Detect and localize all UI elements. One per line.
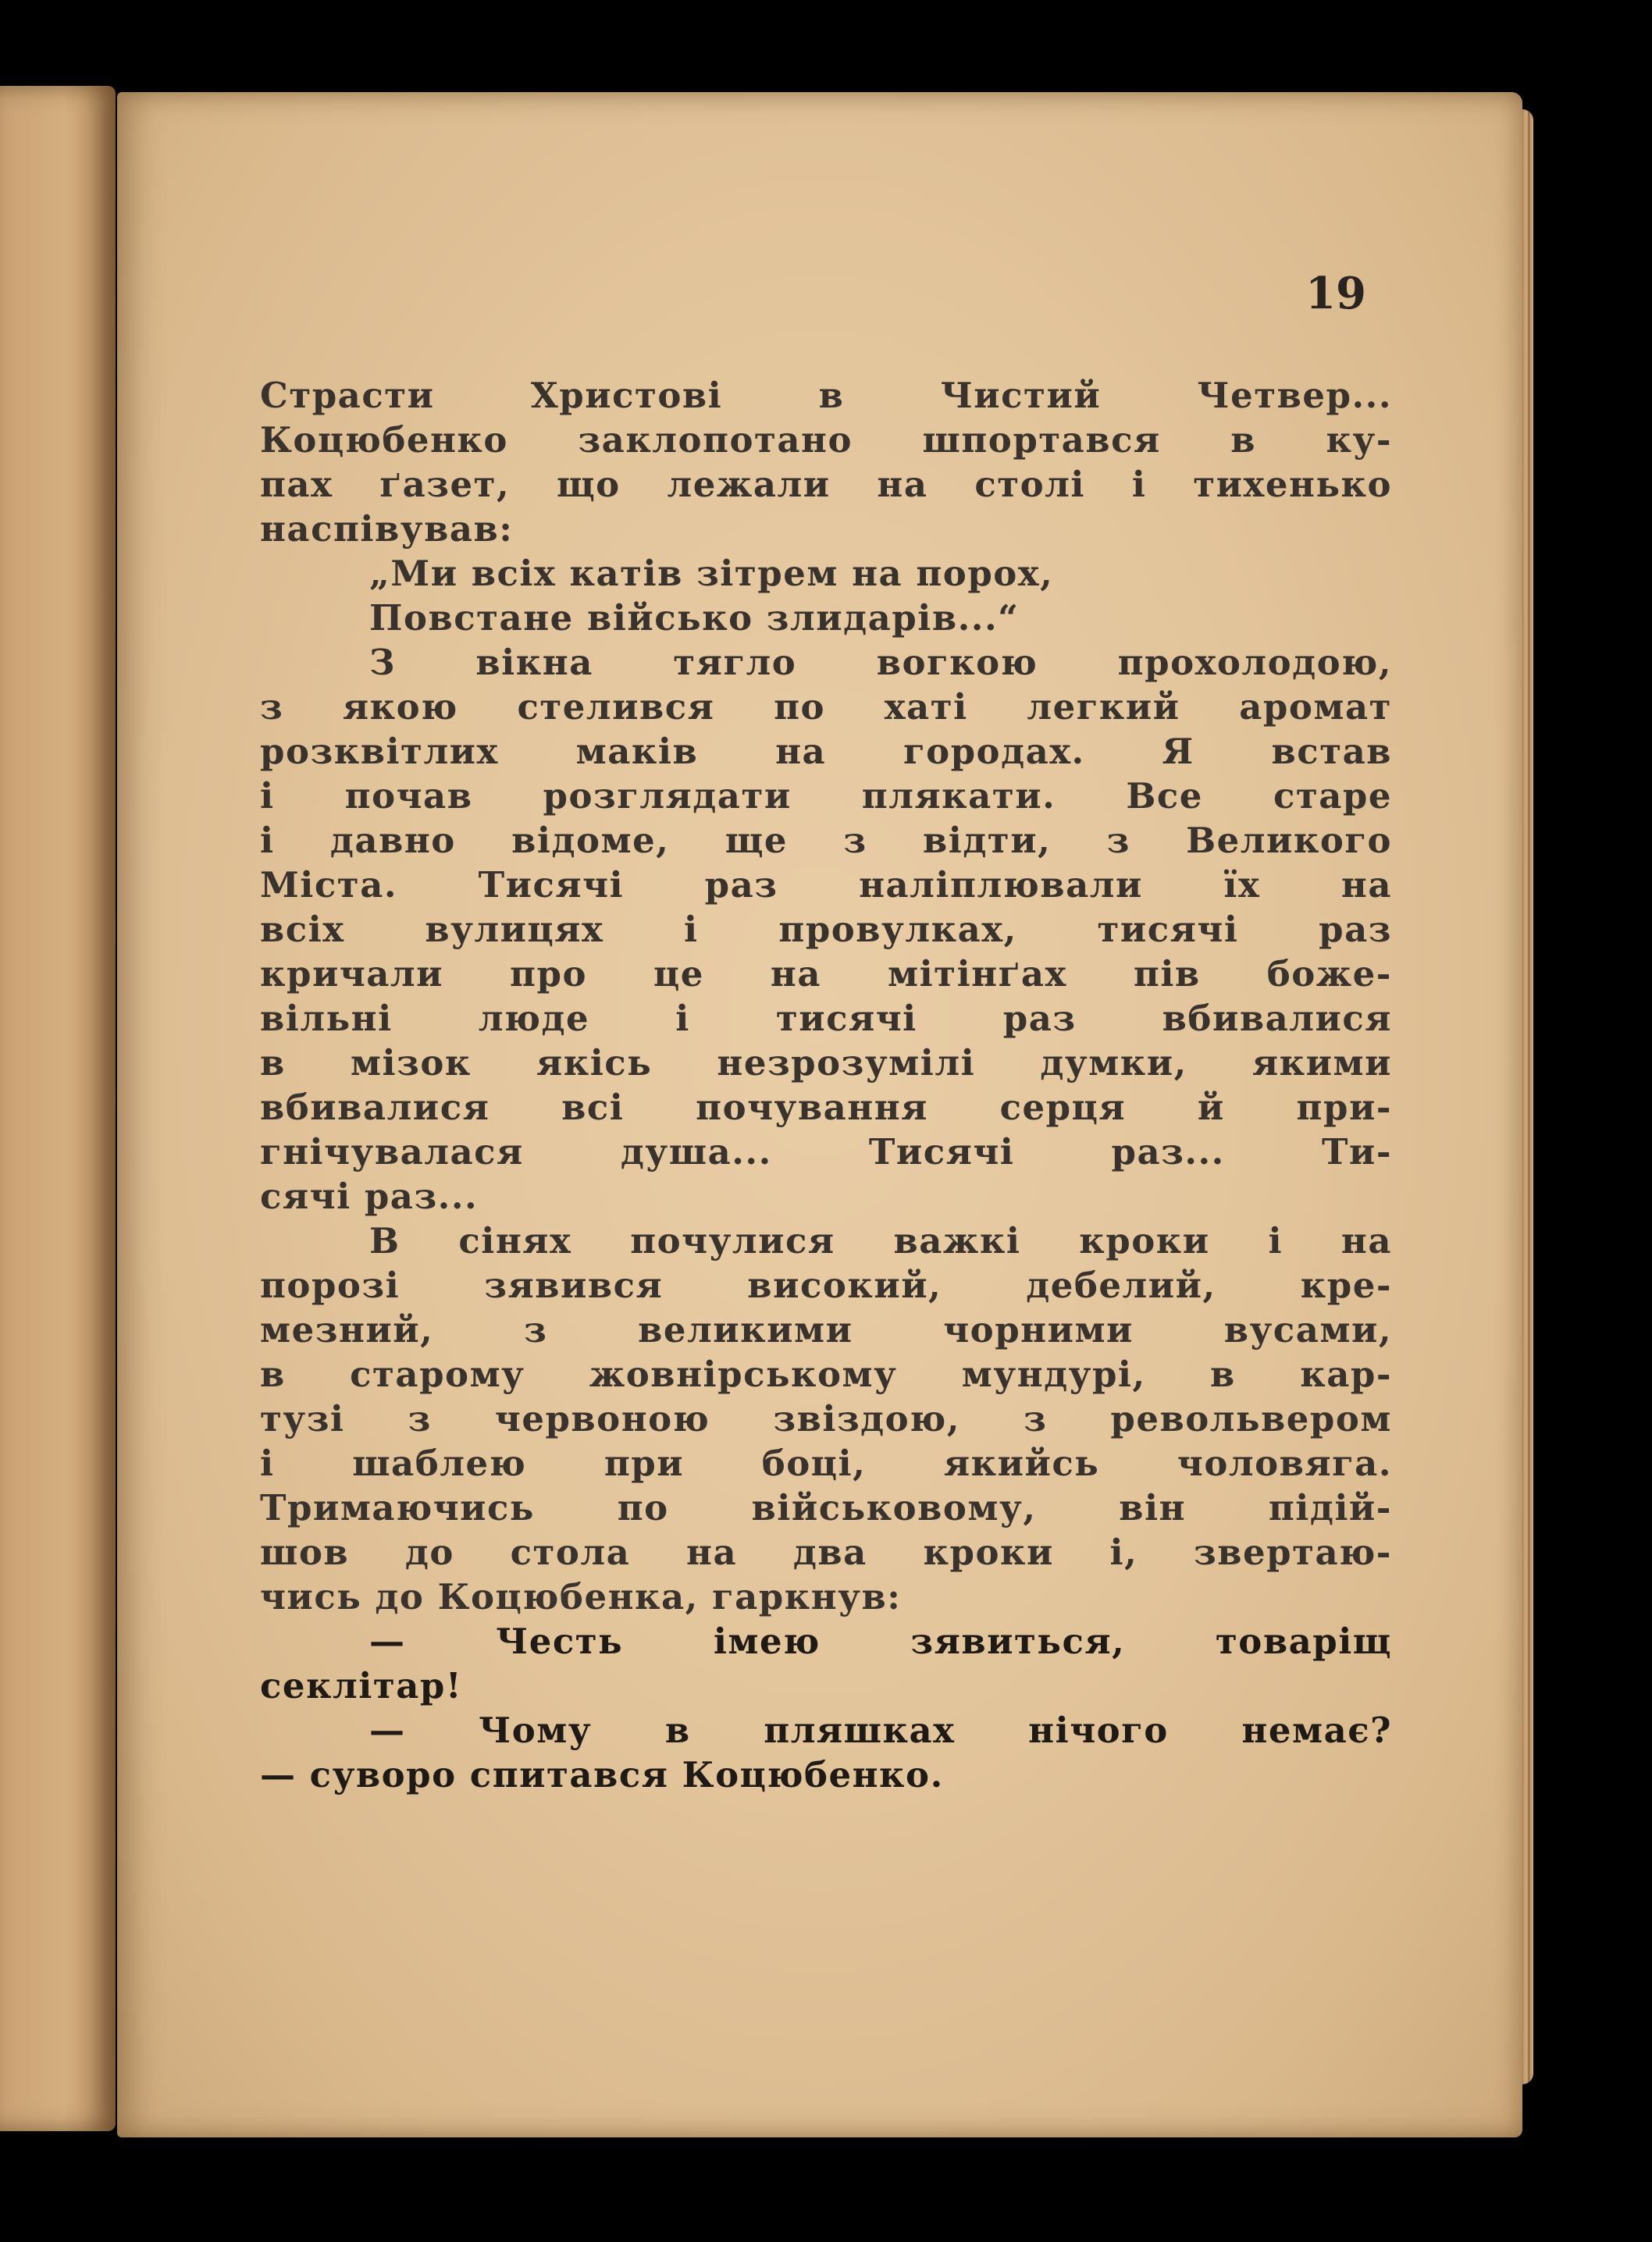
- text-line: шов до стола на два кроки і, звертаю-: [260, 1532, 1392, 1573]
- text-line: Коцюбенко заклопотано шпортався в ку-: [260, 419, 1392, 461]
- text-line: вбивалися всі почування серця й при-: [260, 1087, 1392, 1128]
- page-text: [260, 373, 1392, 1797]
- text-line: вільні люде і тисячі раз вбивалися: [260, 998, 1392, 1039]
- text-line: З вікна тягло вогкою прохолодою,: [369, 642, 1392, 683]
- previous-page-edge: [0, 86, 116, 2131]
- text-line: Страсти Христові в Чистий Четвер...: [260, 375, 1392, 416]
- text-line: В сінях почулися важкі кроки і на: [369, 1220, 1392, 1262]
- text-line: мезний, з великими чорними вусами,: [260, 1309, 1392, 1351]
- text-line: наспівував:: [260, 508, 514, 550]
- text-line: — Честь імею зявиться, товаріщ: [369, 1621, 1392, 1662]
- text-line: „Ми всіх катів зітрем на порох,: [369, 553, 1054, 594]
- text-line: і шаблею при боці, якийсь чоловяга.: [260, 1443, 1392, 1484]
- text-line: сячі раз...: [260, 1176, 479, 1217]
- text-line: і давно відоме, ще з відти, з Великого: [260, 820, 1392, 861]
- book-page: [117, 92, 1522, 2137]
- text-line: в мізок якісь незрозумілі думки, якими: [260, 1042, 1392, 1084]
- text-line: секлітар!: [260, 1665, 463, 1706]
- text-line: тузі з червоною звіздою, з револьвером: [260, 1398, 1392, 1440]
- text-line: всіх вулицях і провулках, тисячі раз: [260, 909, 1392, 950]
- text-line: порозі зявився високий, дебелий, кре-: [260, 1265, 1392, 1306]
- text-line: кричали про це на мітінґах пів боже-: [260, 953, 1392, 995]
- text-line: чись до Коцюбенка, гаркнув:: [260, 1576, 902, 1617]
- text-line: і почав розглядати плякати. Все старе: [260, 775, 1392, 817]
- text-line: гнічувалася душа... Тисячі раз... Ти-: [260, 1131, 1392, 1173]
- text-line: — Чому в пляшках нічого немає?: [369, 1710, 1392, 1751]
- text-line: пах ґазет, що лежали на столі і тихенько: [260, 464, 1392, 505]
- text-line: розквітлих маків на городах. Я встав: [260, 731, 1392, 772]
- text-line: Міста. Тисячі раз наліплювали їх на: [260, 864, 1392, 906]
- text-line: Тримаючись по військовому, він підій-: [260, 1487, 1392, 1528]
- text-line: з якою стелився по хаті легкий аромат: [260, 686, 1392, 728]
- text-line: — суворо спитався Коцюбенко.: [260, 1754, 944, 1795]
- page-number: 19: [1305, 268, 1366, 319]
- text-line: в старому жовнірському мундурі, в кар-: [260, 1354, 1392, 1395]
- text-line: Повстане військо злидарів...“: [369, 597, 1020, 639]
